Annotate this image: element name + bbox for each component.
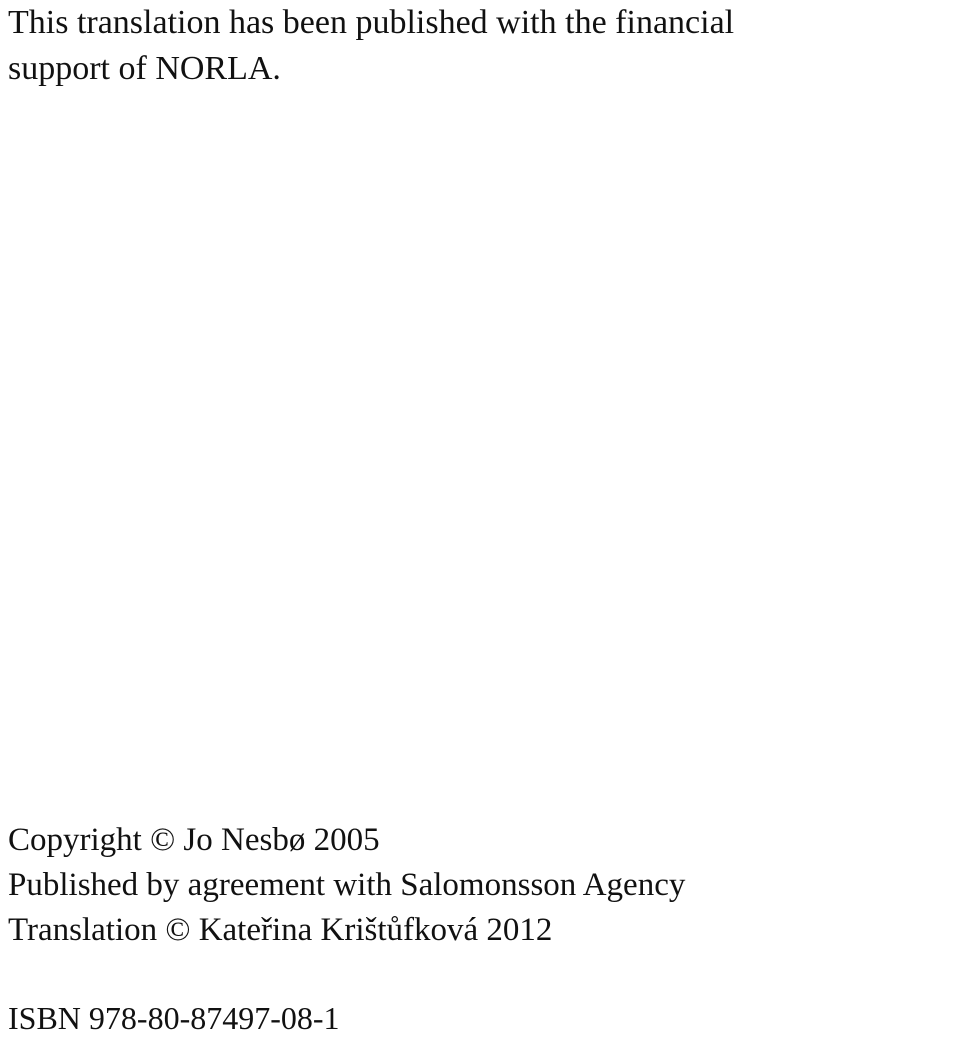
agreement-line: Published by agreement with Salomonsson Agency [8, 867, 686, 903]
translation-line: Translation © Kateřina Krištůfková 2012 [8, 912, 553, 948]
funding-note [8, 0, 958, 92]
credits-block [8, 818, 685, 953]
isbn-line: ISBN 978-80-87497-08-1 [8, 1000, 340, 1036]
funding-note-line-2: support of NORLA. [8, 50, 281, 87]
funding-note-line-1: This translation has been published with the financial [8, 4, 735, 41]
copyright-line: Copyright © Jo Nesbø 2005 [8, 822, 380, 858]
